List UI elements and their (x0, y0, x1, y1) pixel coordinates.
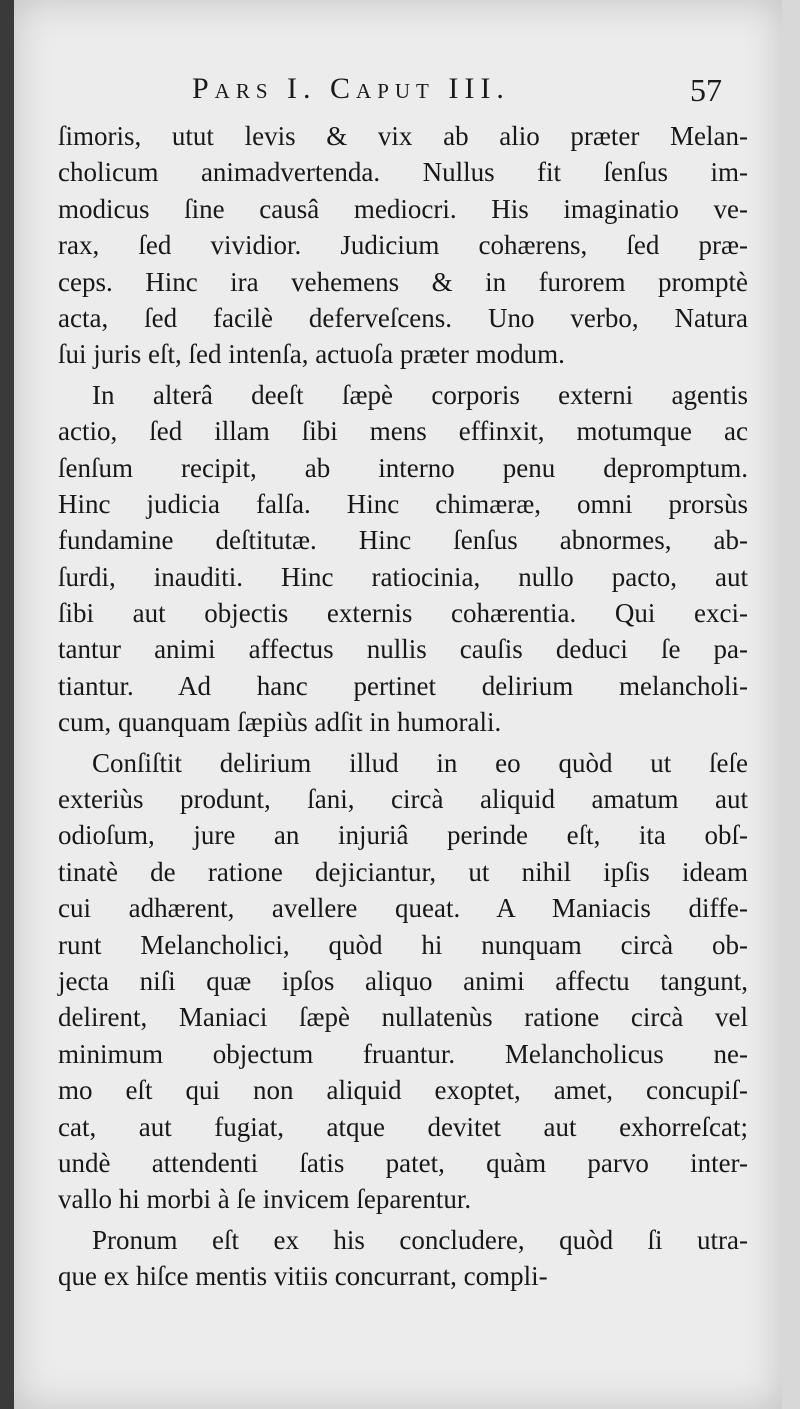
text-line: vallo hi morbi à ſe invicem ſeparentur. (58, 1184, 472, 1215)
text-line: runt Melancholici, quòd hi nunquam circà ob- (58, 929, 748, 960)
text-line: odioſum, jure an injuriâ perinde eſt, ita obſ- (58, 820, 748, 851)
text-line: ſibi aut objectis externis cohærentia. Qui exci- (58, 598, 748, 629)
text-line: Hinc judicia falſa. Hinc chimæræ, omni prorsùs (58, 488, 748, 519)
text-line: mo eſt qui non aliquid exoptet, amet, concupiſ- (58, 1075, 748, 1106)
running-head: Pars I. Caput III. (192, 72, 510, 105)
text-line: modicus ſine causâ mediocri. His imaginatio ve- (58, 193, 748, 224)
text-line: exteriùs produnt, ſani, circà aliquid amatum aut (58, 784, 748, 815)
text-line: que ex hiſce mentis vitiis concurrant, compli- (58, 1261, 548, 1292)
text-line: Pronum eſt ex his concludere, quòd ſi utra- (92, 1224, 748, 1255)
text-line: rax, ſed vividior. Judicium cohærens, ſed præ- (58, 230, 748, 261)
paragraph (58, 377, 748, 741)
text-line: cat, aut fugiat, atque devitet aut exhorreſcat; (58, 1111, 748, 1142)
text-line: tiantur. Ad hanc pertinet delirium melancholi- (58, 670, 748, 701)
text-line: undè attendenti ſatis patet, quàm parvo inter- (58, 1147, 748, 1178)
text-line: ſimoris, utut levis & vix ab alio præter Melan- (58, 121, 748, 151)
text-line: cum, quanquam ſæpiùs adſit in humorali. (58, 707, 502, 738)
text-line: ſurdi, inauditi. Hinc ratiocinia, nullo pacto, aut (58, 561, 748, 592)
paragraph (58, 118, 748, 373)
text-line: cui adhærent, avellere queat. A Maniacis diffe- (58, 893, 748, 924)
paragraph (58, 1222, 748, 1295)
page-header (14, 72, 782, 112)
text-line: fundamine deſtitutæ. Hinc ſenſus abnormes, ab- (58, 525, 748, 556)
page-number: 57 (690, 72, 722, 108)
text-line: Conſiſtit delirium illud in eo quòd ut ſeſe (92, 747, 748, 778)
book-page (14, 0, 782, 1409)
text-line: ſenſum recipit, ab interno penu depromptum. (58, 452, 748, 483)
paragraph (58, 745, 748, 1218)
text-line: minimum objectum fruantur. Melancholicus ne- (58, 1038, 748, 1069)
text-line: In alterâ deeſt ſæpè corporis externi agentis (92, 379, 748, 410)
text-line: acta, ſed facilè deferveſcens. Uno verbo, Natura (58, 302, 748, 333)
text-line: tinatè de ratione dejiciantur, ut nihil ipſis ideam (58, 856, 748, 887)
text-line: jecta niſi quæ ipſos aliquo animi affectu tangunt, (58, 965, 748, 996)
text-line: ceps. Hinc ira vehemens & in furorem promptè (58, 266, 748, 297)
text-line: delirent, Maniaci ſæpè nullatenùs ratione circà vel (58, 1002, 748, 1033)
text-line: actio, ſed illam ſibi mens effinxit, motumque ac (58, 416, 748, 447)
facing-page-edge (782, 0, 800, 1409)
text-line: cholicum animadvertenda. Nullus fit ſenſus im- (58, 157, 748, 188)
body-text (58, 118, 748, 1299)
text-line: ſui juris eſt, ſed intenſa, actuoſa præter modum. (58, 339, 565, 370)
text-line: tantur animi affectus nullis cauſis deduci ſe pa- (58, 634, 748, 665)
